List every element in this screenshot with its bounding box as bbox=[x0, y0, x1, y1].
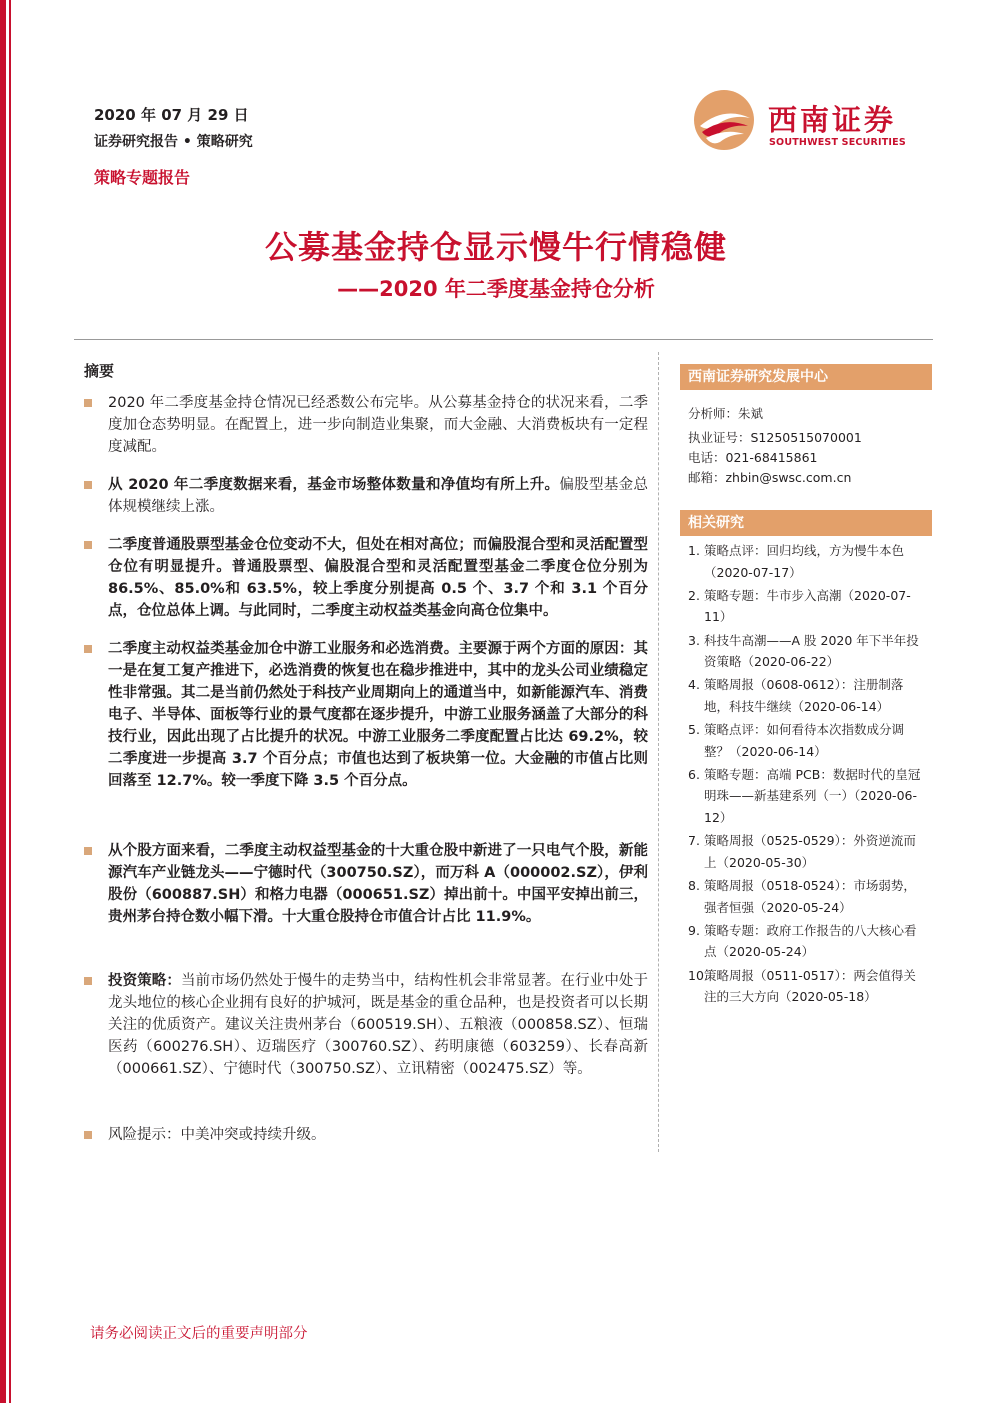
related-item[interactable] bbox=[688, 875, 928, 918]
header-divider bbox=[74, 339, 933, 340]
abstract-bullet bbox=[84, 1124, 648, 1146]
analyst-phone: 电话：021-68415861 bbox=[688, 450, 818, 465]
column-divider bbox=[658, 352, 659, 1152]
related-item-number: 1. bbox=[688, 543, 700, 558]
related-item-number: 5. bbox=[688, 722, 700, 738]
bullet-bold: 投资策略： bbox=[108, 973, 181, 989]
related-item-text: 策略周报（0518-0524）：市场弱势，强者恒强（2020-05-24） bbox=[704, 878, 916, 915]
related-item-number: 10. bbox=[688, 967, 708, 983]
related-item-text: 策略专题：牛市步入高潮（2020-07-11） bbox=[704, 587, 911, 625]
abstract-bullet bbox=[84, 638, 648, 792]
logo-name-cn: 西南证券 bbox=[768, 103, 897, 137]
report-subtitle: ——2020 年二季度基金持仓分析 bbox=[337, 277, 655, 301]
related-item-number: 7. bbox=[688, 833, 700, 849]
bullet-text: 当前市场仍然处于慢牛的走势当中，结构性机会非常显著。在行业中处于龙头地位的核心企业拥有良好的护城河，既是基金的重仓品种，也是投资者可以长期关注的优质资产。建议关注贵州茅台（600519.SH）、五粮液（000858.SZ）、恒瑞医药（600276.SH）、迈瑞医疗（300760.SZ）、药明康德（603259）、长春高新（000661.SZ）、宁德时代（300750.SZ）、立讯精密（002475.SZ）等。 bbox=[108, 973, 649, 1077]
related-item[interactable] bbox=[688, 630, 928, 673]
related-item-number: 4. bbox=[688, 677, 700, 693]
related-item[interactable] bbox=[688, 674, 928, 717]
report-date: 2020 年 07 月 29 日 bbox=[94, 106, 249, 124]
logo-emblem-icon bbox=[692, 88, 756, 152]
analyst-license: 执业证号：S1250515070001 bbox=[688, 430, 862, 445]
left-accent-stripe bbox=[0, 0, 6, 1403]
related-item-number: 8. bbox=[688, 878, 700, 894]
left-accent-stripe-thin bbox=[9, 0, 11, 1403]
related-item[interactable] bbox=[688, 585, 928, 628]
related-item-text: 策略周报（0525-0529）：外资逆流而上（2020-05-30） bbox=[704, 833, 916, 870]
related-research-list bbox=[688, 540, 928, 1009]
company-logo bbox=[692, 88, 932, 152]
abstract-bullet bbox=[84, 970, 648, 1080]
bullet-text: 偏股型基金总体规模继续上涨。 bbox=[108, 477, 648, 515]
related-item[interactable] bbox=[688, 920, 928, 963]
bullet-bold: 二季度普通股票型基金仓位变动不大，但处在相对高位；而偏股混合型和灵活配置型仓位有明显提升。普通股票型、偏股混合型和灵活配置型基金二季度仓位分别为 86.5%、85.0%和 63.5%，较上季度分别提高 0.5 个、3.7 个和 3.1 个百分点，仓位总体上调。与此同时，二季度主动权益类基金向高仓位集中。 bbox=[108, 537, 648, 619]
related-item-text: 策略点评：回归均线，方为慢牛本色（2020-07-17） bbox=[704, 543, 905, 580]
abstract-heading: 摘要 bbox=[84, 362, 115, 380]
bullet-bold: 二季度主动权益类基金加仓中游工业服务和必选消费。主要源于两个方面的原因：其一是在复工复产推进下，必选消费的恢复也在稳步推进中，其中的龙头公司业绩稳定性非常强。其二是当前仍然处于科技产业周期向上的通道当中，如新能源汽车、消费电子、半导体、面板等行业的景气度都在逐步提升，中游工业服务涵盖了大部分的科技行业，因此出现了占比提升的状况。中游工业服务二季度配置占比达 69.2%，较二季度进一步提高 3.7 个百分点；市值也达到了板块第一位。大金融的市值占比则回落至 12.7%。较一季度下降 3.5 个百分点。 bbox=[108, 641, 648, 789]
analyst-email: 邮箱：zhbin@swsc.com.cn bbox=[688, 470, 852, 485]
related-research-bar: 相关研究 bbox=[680, 510, 932, 536]
related-item[interactable] bbox=[688, 764, 928, 829]
related-item-number: 9. bbox=[688, 922, 700, 938]
related-item[interactable] bbox=[688, 965, 928, 1008]
related-item[interactable] bbox=[688, 719, 928, 762]
research-center-bar: 西南证券研究发展中心 bbox=[680, 364, 932, 390]
related-item-text: 策略周报（0608-0612）：注册制落地，科技牛继续（2020-06-14） bbox=[704, 677, 904, 714]
report-title: 公募基金持仓显示慢牛行情稳健 bbox=[264, 228, 727, 266]
bullet-bold: 从个股方面来看，二季度主动权益型基金的十大重仓股中新进了一只电气个股，新能源汽车产业链龙头——宁德时代（300750.SZ），而万科 A（000002.SZ），伊利股份（600887.SH）和格力电器（000651.SZ）掉出前十。中国平安掉出前三，贵州茅台持仓数小幅下滑。十大重仓股持仓市值合计占比 11.9%。 bbox=[108, 843, 648, 925]
related-item-text: 策略专题：高端 PCB：数据时代的皇冠明珠——新基建系列（一）（2020-06-12） bbox=[704, 766, 921, 825]
bullet-text: 风险提示：中美冲突或持续升级。 bbox=[108, 1127, 326, 1143]
report-type: 证券研究报告 • 策略研究 bbox=[94, 134, 253, 150]
logo-name-en: SOUTHWEST SECURITIES bbox=[769, 137, 906, 148]
bullet-bold: 从 2020 年二季度数据来看，基金市场整体数量和净值均有所上升。 bbox=[108, 477, 560, 493]
footer-disclaimer: 请务必阅读正文后的重要声明部分 bbox=[90, 1326, 308, 1342]
related-item-number: 6. bbox=[688, 766, 700, 782]
related-item-number: 3. bbox=[688, 632, 700, 648]
related-item[interactable] bbox=[688, 830, 928, 873]
related-item-text: 科技牛高潮——A 股 2020 年下半年投资策略（2020-06-22） bbox=[704, 632, 919, 670]
abstract-bullet bbox=[84, 474, 648, 518]
abstract-bullet bbox=[84, 392, 648, 458]
abstract-bullet bbox=[84, 534, 648, 622]
related-item-number: 2. bbox=[688, 587, 700, 603]
related-item-text: 策略专题：政府工作报告的八大核心看点（2020-05-24） bbox=[704, 922, 917, 960]
related-item[interactable] bbox=[688, 540, 928, 583]
report-category: 策略专题报告 bbox=[94, 168, 191, 187]
related-item-text: 策略点评：如何看待本次指数成分调整？（2020-06-14） bbox=[704, 722, 905, 759]
bullet-text: 2020 年二季度基金持仓情况已经悉数公布完毕。从公募基金持仓的状况来看，二季度加仓态势明显。在配置上，进一步向制造业集聚，而大金融、大消费板块有一定程度减配。 bbox=[108, 395, 648, 455]
analyst-name: 分析师：朱斌 bbox=[688, 406, 764, 421]
abstract-bullet bbox=[84, 840, 648, 928]
related-item-text: 策略周报（0511-0517）：两会值得关注的三大方向（2020-05-18） bbox=[704, 967, 916, 1005]
